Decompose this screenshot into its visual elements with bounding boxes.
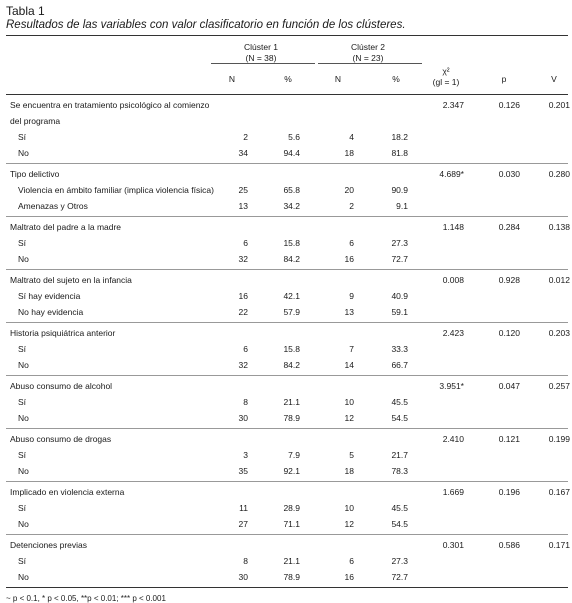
cluster2-pct-value: 33.3 [391,344,408,354]
variable-section [6,270,568,322]
variable-label: Implicado en violencia externa [10,487,125,497]
table-row [6,304,568,320]
col-n1: N [228,74,236,84]
table-row [6,182,568,198]
cluster1-n-value: 32 [238,360,248,370]
cluster2-pct-value: 72.7 [391,572,408,582]
variable-label: Abuso consumo de alcohol [10,381,113,391]
cluster2-header [318,42,418,64]
p-value: 0.030 [498,169,520,179]
variable-row [6,378,568,394]
category-label: Amenazas y Otros [18,201,88,211]
category-label: No [18,360,29,370]
cluster2-n-value: 10 [344,503,354,513]
cluster1-n-value: 16 [238,291,248,301]
cluster2-pct-value: 40.9 [391,291,408,301]
cluster1-n-value: 6 [243,238,248,248]
cluster2-pct-value: 27.3 [391,556,408,566]
chi-value: 4.689* [439,169,464,179]
cluster1-pct-value: 15.8 [283,344,300,354]
table-row [6,463,568,479]
p-value: 0.586 [498,540,520,550]
cluster2-pct-value: 54.5 [391,413,408,423]
variable-label: Maltrato del padre a la madre [10,222,122,232]
table-body [6,95,568,587]
cluster2-n-value: 16 [344,254,354,264]
variable-row [6,431,568,447]
variable-row-cont [6,113,568,129]
table-row [6,198,568,214]
cluster2-pct-value: 90.9 [391,185,408,195]
v-value: 0.167 [548,487,570,497]
cluster2-pct-value: 18.2 [391,132,408,142]
cluster1-pct-value: 65.8 [283,185,300,195]
table-row [6,500,568,516]
category-label: Sí [18,450,27,460]
cluster2-pct-value: 78.3 [391,466,408,476]
variable-row [6,219,568,235]
table-row [6,251,568,267]
variable-row [6,484,568,500]
table-header [6,36,568,94]
cluster2-pct-value: 45.5 [391,503,408,513]
cluster2-n-value: 6 [349,238,354,248]
table-row [6,447,568,463]
cluster2-n-value: 18 [344,148,354,158]
cluster1-n-value: 25 [238,185,248,195]
v-value: 0.257 [548,381,570,391]
variable-label: Se encuentra en tratamiento psicológico al comienzo [10,100,210,110]
table-subtitle: Resultados de las variables con valor clasificatorio en función de los clústeres. [6,19,406,31]
category-label: Sí hay evidencia [18,291,81,301]
cluster2-n-value: 9 [349,291,354,301]
category-label: Sí [18,503,27,513]
table-row [6,341,568,357]
table-row [6,553,568,569]
cluster2-n-value: 12 [344,413,354,423]
cluster2-n-value: 12 [344,519,354,529]
variable-section [6,323,568,375]
footnote: ~ p < 0.1, * p < 0.05, **p < 0.01; *** p < 0.001 [6,594,166,603]
chi-value: 3.951* [439,381,464,391]
v-value: 0.138 [548,222,570,232]
cluster1-pct-value: 78.9 [283,413,300,423]
table-row [6,288,568,304]
variable-label: Detenciones previas [10,540,88,550]
table-row [6,357,568,373]
variable-label: Historia psiquiátrica anterior [10,328,116,338]
cluster1-pct-value: 78.9 [283,572,300,582]
p-value: 0.928 [498,275,520,285]
category-label: No hay evidencia [18,307,84,317]
cluster1-n-value: 34 [238,148,248,158]
cluster2-n-value: 14 [344,360,354,370]
v-value: 0.280 [548,169,570,179]
cluster1-n-value: 35 [238,466,248,476]
cluster1-pct-value: 71.1 [283,519,300,529]
chi-value: 2.410 [442,434,464,444]
cluster1-n-value: 30 [238,572,248,582]
cluster1-label: Clúster 1 [243,42,278,52]
col-n2: N [334,74,342,84]
variable-label-cont: del programa [10,116,61,126]
p-value: 0.196 [498,487,520,497]
cluster1-n-value: 8 [243,397,248,407]
cluster1-pct-value: 5.6 [288,132,300,142]
cluster2-n: (N = 23) [352,53,384,63]
col-pct1: % [284,74,292,84]
chi-label: χ² [442,66,450,76]
variable-row [6,325,568,341]
chi-value: 1.669 [442,487,464,497]
cluster1-pct-value: 92.1 [283,466,300,476]
variable-section [6,164,568,216]
category-label: No [18,254,29,264]
v-value: 0.201 [548,100,570,110]
cluster1-pct-value: 34.2 [283,201,300,211]
chi-value: 2.347 [442,100,464,110]
cluster1-pct-value: 94.4 [283,148,300,158]
cluster2-n-value: 7 [349,344,354,354]
variable-row [6,166,568,182]
table-row [6,569,568,585]
variable-section [6,429,568,481]
cluster2-pct-value: 45.5 [391,397,408,407]
cluster1-n-value: 6 [243,344,248,354]
cluster2-n-value: 2 [349,201,354,211]
table-row [6,235,568,251]
chi-value: 1.148 [442,222,464,232]
cluster2-n-value: 4 [349,132,354,142]
cluster1-n: (N = 38) [245,53,277,63]
chi-value: 2.423 [442,328,464,338]
category-label: Violencia en ámbito familiar (implica violencia física) [18,185,214,195]
cluster2-pct-value: 9.1 [396,201,408,211]
cluster2-label: Clúster 2 [350,42,385,52]
cluster1-pct-value: 21.1 [283,556,300,566]
v-value: 0.199 [548,434,570,444]
category-label: No [18,413,29,423]
category-label: Sí [18,344,27,354]
table-figure [6,4,568,603]
p-value: 0.121 [498,434,520,444]
variable-section [6,217,568,269]
cluster1-pct-value: 15.8 [283,238,300,248]
cluster2-n-value: 18 [344,466,354,476]
category-label: Sí [18,397,27,407]
variable-section [6,482,568,534]
v-value: 0.171 [548,540,570,550]
cluster1-pct-value: 84.2 [283,360,300,370]
variable-row [6,537,568,553]
p-value: 0.284 [498,222,520,232]
cluster1-n-value: 27 [238,519,248,529]
cluster2-pct-value: 66.7 [391,360,408,370]
variable-label: Maltrato del sujeto en la infancia [10,275,132,285]
cluster2-pct-value: 54.5 [391,519,408,529]
col-chi [426,66,466,88]
category-label: Sí [18,238,27,248]
col-v: V [551,74,557,84]
col-p: p [501,74,507,84]
bottom-rule [6,587,568,588]
col-pct2: % [392,74,400,84]
cluster1-n-value: 3 [243,450,248,460]
category-label: No [18,148,29,158]
chi-value: 0.301 [442,540,464,550]
v-value: 0.203 [548,328,570,338]
cluster1-n-value: 2 [243,132,248,142]
category-label: Sí [18,556,27,566]
table-row [6,410,568,426]
table-row [6,394,568,410]
cluster1-pct-value: 28.9 [283,503,300,513]
variable-section [6,376,568,428]
cluster1-header [211,42,311,64]
v-value: 0.012 [548,275,570,285]
cluster2-underline [318,63,422,64]
variable-label: Tipo delictivo [10,169,60,179]
cluster1-underline [211,63,315,64]
cluster2-pct-value: 59.1 [391,307,408,317]
category-label: Sí [18,132,27,142]
cluster1-n-value: 13 [238,201,248,211]
cluster1-pct-value: 7.9 [288,450,300,460]
variable-section [6,95,568,163]
chi-value: 0.008 [442,275,464,285]
cluster1-pct-value: 42.1 [283,291,300,301]
chi-gl: (gl = 1) [432,77,460,87]
category-label: No [18,572,29,582]
category-label: No [18,519,29,529]
cluster1-n-value: 22 [238,307,248,317]
cluster2-n-value: 10 [344,397,354,407]
cluster1-n-value: 8 [243,556,248,566]
cluster1-pct-value: 57.9 [283,307,300,317]
p-value: 0.126 [498,100,520,110]
variable-row [6,272,568,288]
cluster2-n-value: 5 [349,450,354,460]
cluster2-n-value: 6 [349,556,354,566]
table-title: Tabla 1 [6,4,45,18]
cluster2-pct-value: 27.3 [391,238,408,248]
p-value: 0.120 [498,328,520,338]
table-row [6,129,568,145]
cluster2-n-value: 16 [344,572,354,582]
cluster1-n-value: 32 [238,254,248,264]
cluster2-pct-value: 72.7 [391,254,408,264]
table-row [6,516,568,532]
cluster1-pct-value: 84.2 [283,254,300,264]
p-value: 0.047 [498,381,520,391]
variable-label: Abuso consumo de drogas [10,434,112,444]
cluster2-pct-value: 21.7 [391,450,408,460]
cluster2-n-value: 13 [344,307,354,317]
cluster1-pct-value: 21.1 [283,397,300,407]
cluster1-n-value: 11 [239,503,248,513]
variable-row [6,97,568,113]
category-label: No [18,466,29,476]
cluster2-n-value: 20 [344,185,354,195]
cluster2-pct-value: 81.8 [391,148,408,158]
cluster1-n-value: 30 [238,413,248,423]
table-row [6,145,568,161]
variable-section [6,535,568,587]
